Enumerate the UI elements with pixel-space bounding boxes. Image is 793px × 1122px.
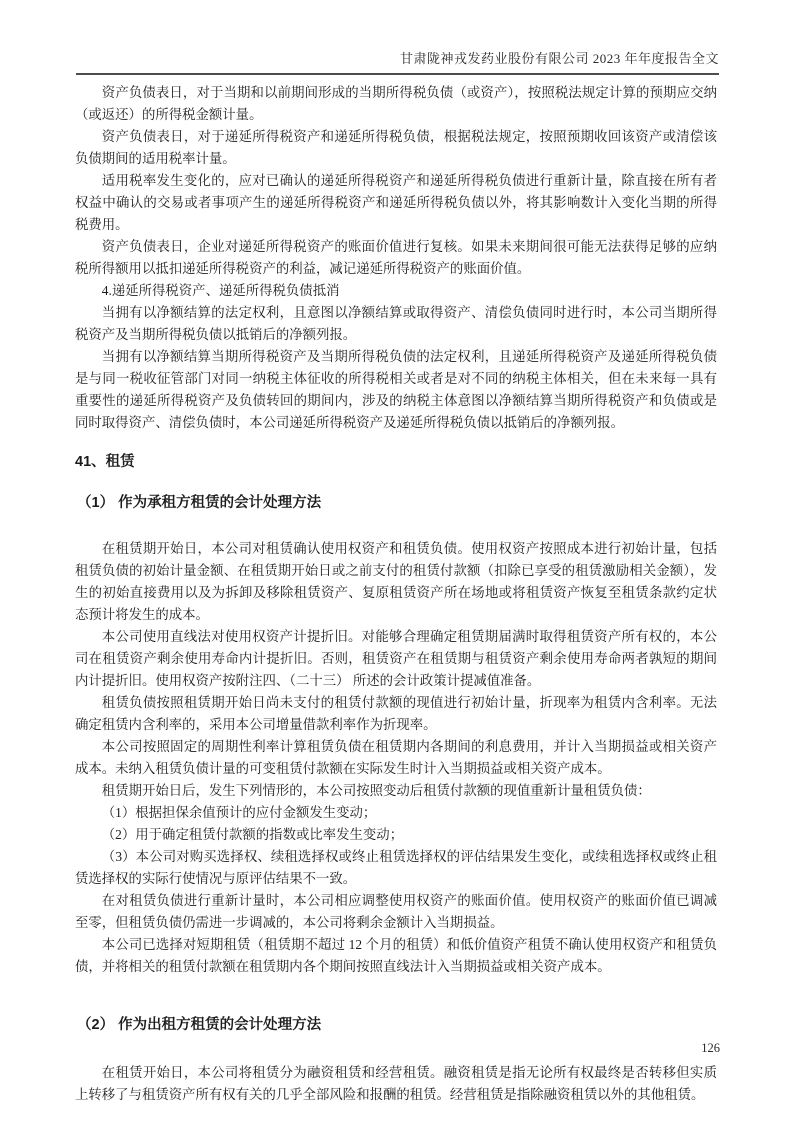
paragraph: 租赁期开始日后，发生下列情形的，本公司按照变动后租赁付款额的现值重新计量租赁负债： [101, 783, 651, 798]
section-heading-lease: 41、租赁 [75, 454, 135, 470]
paragraph: 在对租赁负债进行重新计量时，本公司相应调整使用权资产的账面价值。使用权资产的账面价值已调减至零，但租赁负债仍需进一步调减的，本公司将剩余金额计入当期损益。 [75, 893, 717, 930]
numbered-list-item: （3）本公司对购买选择权、续租选择权或终止租赁选择权的评估结果发生变化，或续租选择权或终止租赁选择权的实际行使情况与原评估结果不一致。 [75, 849, 717, 886]
page-number: 126 [701, 1041, 720, 1055]
numbered-list-item: （1）根据担保余值预计的应付金额发生变动； [101, 805, 377, 820]
paragraph: 当拥有以净额结算的法定权利，且意图以净额结算或取得资产、清偿负债同时进行时，本公司当期所得税资产及当期所得税负债以抵销后的净额列报。 [75, 305, 717, 342]
document-body [75, 82, 717, 1106]
sub-heading-lessor: （2） 作为出租方租赁的会计处理方法 [77, 1017, 322, 1033]
paragraph: 本公司使用直线法对使用权资产计提折旧。对能够合理确定租赁期届满时取得租赁资产所有权的，本公司在租赁资产剩余使用寿命内计提折旧。否则，租赁资产在租赁期与租赁资产剩余使用寿命两者孰短的期间内计提折旧。使用权资产按附注四、（二十三） 所述的会计政策计提减值准备。 [75, 629, 717, 688]
sub-heading-lessee: （1） 作为承租方租赁的会计处理方法 [77, 495, 322, 511]
paragraph: 在租赁期开始日，本公司对租赁确认使用权资产和租赁负债。使用权资产按照成本进行初始计量，包括租赁负债的初始计量金额、在租赁期开始日或之前支付的租赁付款额（扣除已享受的租赁激励相关金额），发生的初始直接费用以及为拆卸及移除租赁资产、复原租赁资产所在场地或将租赁资产恢复至租赁条款约定状态预计将发生的成本。 [75, 541, 717, 622]
paragraph: 租赁负债按照租赁期开始日尚未支付的租赁付款额的现值进行初始计量，折现率为租赁内含利率。无法确定租赁内含利率的，采用本公司增量借款利率作为折现率。 [75, 695, 717, 732]
paragraph: 本公司已选择对短期租赁（租赁期不超过 12 个月的租赁）和低价值资产租赁不确认使用权资产和租赁负债，并将相关的租赁付款额在租赁期内各个期间按照直线法计入当期损益或相关资产成本。 [75, 937, 717, 974]
paragraph: 本公司按照固定的周期性利率计算租赁负债在租赁期内各期间的利息费用，并计入当期损益或相关资产成本。未纳入租赁负债计量的可变租赁付款额在实际发生时计入当期损益或相关资产成本。 [75, 739, 717, 776]
report-title: 甘肃陇神戎发药业股份有限公司 2023 年年度报告全文 [399, 51, 719, 66]
paragraph: 资产负债表日，对于当期和以前期间形成的当期所得税负债（或资产），按照税法规定计算的预期应交纳（或返还）的所得税金额计量。 [75, 85, 717, 122]
paragraph: 资产负债表日，对于递延所得税资产和递延所得税负债，根据税法规定，按照预期收回该资产或清偿该负债期间的适用税率计量。 [75, 129, 717, 166]
paragraph: 在租赁开始日，本公司将租赁分为融资租赁和经营租赁。融资租赁是指无论所有权最终是否转移但实质上转移了与租赁资产所有权有关的几乎全部风险和报酬的租赁。经营租赁是指除融资租赁以外的其他租赁。 [75, 1065, 717, 1102]
paragraph: 资产负债表日，企业对递延所得税资产的账面价值进行复核。如果未来期间很可能无法获得足够的应纳税所得额用以抵扣递延所得税资产的利益，减记递延所得税资产的账面价值。 [75, 239, 717, 276]
paragraph: 当拥有以净额结算当期所得税资产及当期所得税负债的法定权利，且递延所得税资产及递延所得税负债是与同一税收征管部门对同一纳税主体征收的所得税相关或者是对不同的纳税主体相关，但在未来每一具有重要性的递延所得税资产及负债转回的期间内，涉及的纳税主体意图以净额结算当期所得税资产和负债或是同时取得资产、清偿负债时，本公司递延所得税资产及递延所得税负债以抵销后的净额列报。 [75, 349, 717, 430]
paragraph: 适用税率发生变化的，应对已确认的递延所得税资产和递延所得税负债进行重新计量，除直接在所有者权益中确认的交易或者事项产生的递延所得税资产和递延所得税负债以外，将其影响数计入变化当期的所得税费用。 [75, 173, 717, 232]
page-header [76, 48, 719, 75]
numbered-list-item: （2）用于确定租赁付款额的指数或比率发生变动； [101, 827, 404, 842]
list-item-heading: 4.递延所得税资产、递延所得税负债抵消 [101, 283, 340, 298]
